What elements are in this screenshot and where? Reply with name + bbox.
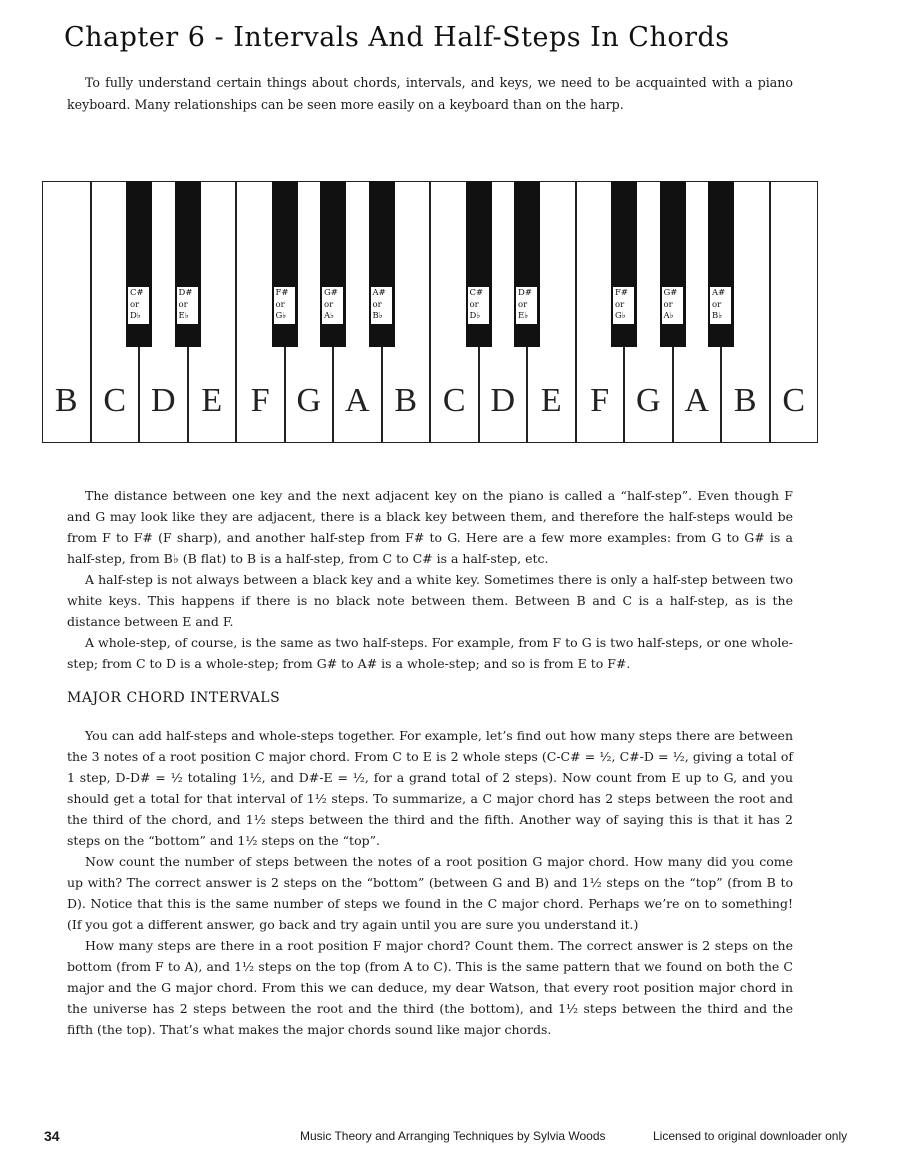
black-key-label xyxy=(128,287,149,324)
black-key xyxy=(660,181,686,347)
black-key xyxy=(611,181,637,347)
black-key-sharp-text: G# xyxy=(663,288,678,298)
black-key xyxy=(708,181,734,347)
black-key-flat-text: B♭ xyxy=(712,311,723,321)
black-key-label xyxy=(468,287,489,324)
paragraph-g-major: Now count the number of steps between the notes of a root position G major chord. How many did you come up with? The correct answer is 2 steps on the “bottom” (between G and B) and 1½ steps on the “top” (from B to D). Notice that this is the same number of steps we found in the C major chord. Perhaps we’re on to something! (If you got a different answer, go back and try again until you are sure you understand it.) xyxy=(67,854,793,932)
white-key-label: C xyxy=(442,382,466,419)
black-key-or-text: or xyxy=(178,299,188,310)
black-key-or-text: or xyxy=(663,299,673,310)
black-key-label xyxy=(710,287,731,324)
black-key xyxy=(369,181,395,347)
black-key-sharp-text: C# xyxy=(469,288,484,298)
black-key-label xyxy=(274,287,295,324)
piano-keyboard-diagram xyxy=(42,181,818,445)
black-key-sharp-text: A# xyxy=(372,288,386,298)
black-key-sharp-text: D# xyxy=(178,288,193,298)
white-key-label: G xyxy=(296,382,322,419)
black-key xyxy=(272,181,298,347)
license-notice: Licensed to original downloader only xyxy=(653,1129,848,1143)
page-number: 34 xyxy=(44,1128,60,1144)
black-key xyxy=(175,181,201,347)
page-footer xyxy=(0,1126,900,1150)
black-key-sharp-text: G# xyxy=(324,288,338,298)
section-heading: MAJOR CHORD INTERVALS xyxy=(67,690,281,706)
black-key-or-text: or xyxy=(372,299,382,310)
black-key xyxy=(320,181,346,347)
black-key-or-text: or xyxy=(518,299,528,310)
black-key-or-text: or xyxy=(615,299,625,310)
white-key-label: E xyxy=(540,382,562,419)
black-key-flat-text: G♭ xyxy=(275,311,287,321)
black-key-or-text: or xyxy=(712,299,722,310)
white-key-label: A xyxy=(684,382,710,419)
white-key-label: G xyxy=(635,382,661,419)
black-key-sharp-text: D# xyxy=(518,288,532,298)
black-key-flat-text: E♭ xyxy=(518,311,529,321)
black-key-label xyxy=(371,287,392,324)
white-key-label: B xyxy=(54,382,78,419)
book-title: Music Theory and Arranging Techniques by Sylvia Woods xyxy=(300,1129,606,1143)
white-key-label: A xyxy=(344,382,370,419)
black-key-flat-text: G♭ xyxy=(615,311,626,321)
paragraph-c-major: You can add half-steps and whole-steps together. For example, let’s find out how many steps there are between the 3 notes of a root position C major chord. From C to E is 2 whole steps (C-C# = ½, C#-D = ½, giving a total of 1 step, D-D# = ½ totaling 1½, and D#-E = ½, for a grand total of 2 steps). Now count from E up to G, and you should get a total for that interval of 1½ steps. To summarize, a C major chord has 2 steps between the root and the third of the chord, and 1½ steps between the third and the fifth. Another way of saying this is that it has 2 steps on the “bottom” and 1½ steps on the “top”. xyxy=(67,728,793,848)
black-key-flat-text: A♭ xyxy=(324,311,335,321)
black-key xyxy=(126,181,152,347)
white-key xyxy=(42,181,91,443)
paragraph-half-step: The distance between one key and the next adjacent key on the piano is called a “half-step”. Even though F and G may look like they are adjacent, there is a black key between them, and therefore the half-steps would be from F to F# (F sharp), and another half-step from F# to G. Here are a few more examples: from G to G# is a half-step, from B♭ (B flat) to B is a half-step, from C to C# is a half-step, etc. xyxy=(67,488,793,566)
black-key xyxy=(466,181,492,347)
paragraph-f-major: How many steps are there in a root position F major chord? Count them. The correct answer is 2 steps on the bottom (from F to A), and 1½ steps on the top (from A to C). This is the same pattern that we found on both the C major and the G major chord. From this we can deduce, my dear Watson, that every root position major chord in the universe has 2 steps between the root and the third (the bottom), and 1½ steps between the third and the fifth (the top). That’s what makes the major chords sound like major chords. xyxy=(67,938,793,1037)
white-key-label: B xyxy=(394,382,418,419)
black-key-or-text: or xyxy=(275,299,285,310)
intro-paragraph: To fully understand certain things about chords, intervals, and keys, we need to be acquainted with a piano keyboard. Many relationships can be seen more easily on a keyboard than on the harp. xyxy=(67,75,793,112)
black-key-sharp-text: F# xyxy=(275,288,289,298)
white-key-label: D xyxy=(150,382,176,419)
black-key-flat-text: E♭ xyxy=(178,311,189,321)
paragraph-whole-step: A whole-step, of course, is the same as two half-steps. For example, from F to G is two half-steps, or one whole-step; from C to D is a whole-step; from G# to A# is a whole-step; and so is from E to F#. xyxy=(67,635,793,671)
black-key-label xyxy=(662,287,683,324)
black-key-label xyxy=(322,287,343,324)
black-key-flat-text: D♭ xyxy=(130,311,141,321)
black-key xyxy=(514,181,540,347)
black-key-flat-text: B♭ xyxy=(372,311,383,321)
chapter-title: Chapter 6 - Intervals And Half-Steps In Chords xyxy=(64,22,730,53)
black-key-label xyxy=(613,287,634,324)
white-key-label: B xyxy=(733,382,757,419)
black-key-sharp-text: F# xyxy=(615,288,629,298)
white-key-label: E xyxy=(201,382,223,419)
black-key-or-text: or xyxy=(469,299,479,310)
black-key-or-text: or xyxy=(324,299,334,310)
black-key-label xyxy=(177,287,198,324)
white-key-label: C xyxy=(103,382,127,419)
white-key-label: C xyxy=(782,382,806,419)
black-key-or-text: or xyxy=(130,299,140,310)
paragraph-white-key-half-step: A half-step is not always between a black key and a white key. Sometimes there is only a half-step between two white keys. This happens if there is no black note between them. Between B and C is a half-step, as is the distance between E and F. xyxy=(67,572,793,629)
body-text xyxy=(67,485,793,1040)
white-key-label: D xyxy=(490,382,516,419)
black-key-label xyxy=(516,287,537,324)
black-key-flat-text: A♭ xyxy=(663,311,674,321)
white-key-label: F xyxy=(590,382,610,419)
black-key-sharp-text: C# xyxy=(130,288,144,298)
white-key xyxy=(770,181,819,443)
black-key-flat-text: D♭ xyxy=(469,311,481,321)
white-key-label: F xyxy=(250,382,270,419)
black-key-sharp-text: A# xyxy=(712,288,726,298)
